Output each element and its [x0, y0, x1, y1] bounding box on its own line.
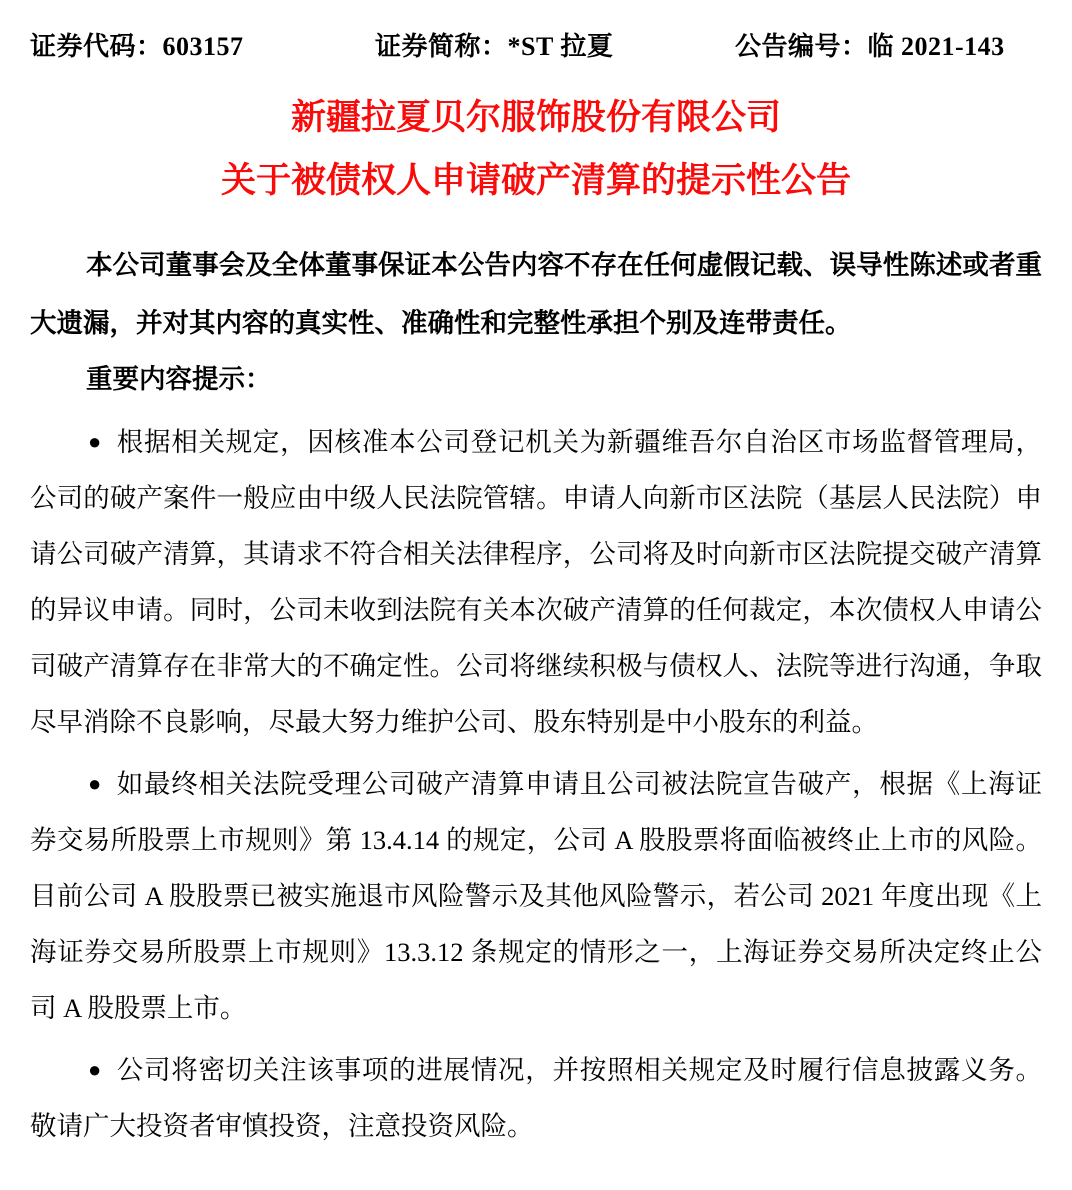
list-item: [30, 414, 1042, 750]
security-code: 证券代码：603157: [30, 32, 244, 61]
bullet-point-icon: ●: [88, 1057, 102, 1082]
announcement-number: 公告编号：临 2021-143: [735, 32, 1005, 61]
bullet-point-icon: ●: [88, 429, 102, 454]
company-name-title: 新疆拉夏贝尔服饰股份有限公司: [290, 98, 781, 137]
list-item: [30, 756, 1042, 1036]
list-item-text: 如最终相关法院受理公司破产清算申请且公司被法院宣告破产，根据《上海证券交易所股票上市规则》第 13.4.14 的规定，公司 A 股股票将面临被终止上市的风险。目前公司 A 股股票已被实施退市风险警示及其他风险警示，若公司 2021 年度出现《上海证券交易所股票上市规则》13.3.12 条规定的情形之一，上海证券交易所决定终止公司 A 股股票上市。: [30, 769, 1042, 1023]
list-item-text: 根据相关规定，因核准本公司登记机关为新疆维吾尔自治区市场监督管理局，公司的破产案件一般应由中级人民法院管辖。申请人向新市区法院（基层人民法院）申请公司破产清算，其请求不符合相关法律程序，公司将及时向新市区法院提交破产清算的异议申请。同时，公司未收到法院有关本次破产清算的任何裁定，本次债权人申请公司破产清算存在非常大的不确定性。公司将继续积极与债权人、法院等进行沟通，争取尽早消除不良影响，尽最大努力维护公司、股东特别是中小股东的利益。: [30, 427, 1042, 737]
document-header: [30, 26, 1042, 63]
important-notice-heading: 重要内容提示：: [86, 364, 272, 394]
important-notice-list: [30, 414, 1042, 1160]
board-assurance-statement: 本公司董事会及全体董事保证本公告内容不存在任何虚假记载、误导性陈述或者重大遗漏，并对其内容的真实性、准确性和完整性承担个别及连带责任。: [30, 250, 1042, 338]
security-abbreviation: 证券简称：*ST 拉夏: [375, 32, 614, 61]
bullet-point-icon: ●: [88, 771, 102, 796]
list-item-text: 公司将密切关注该事项的进展情况，并按照相关规定及时履行信息披露义务。敬请广大投资者审慎投资，注意投资风险。: [30, 1055, 1042, 1141]
announcement-subject-title: 关于被债权人申请破产清算的提示性公告: [220, 161, 851, 201]
list-item: [30, 1042, 1042, 1154]
announcement-title: [0, 94, 1072, 205]
